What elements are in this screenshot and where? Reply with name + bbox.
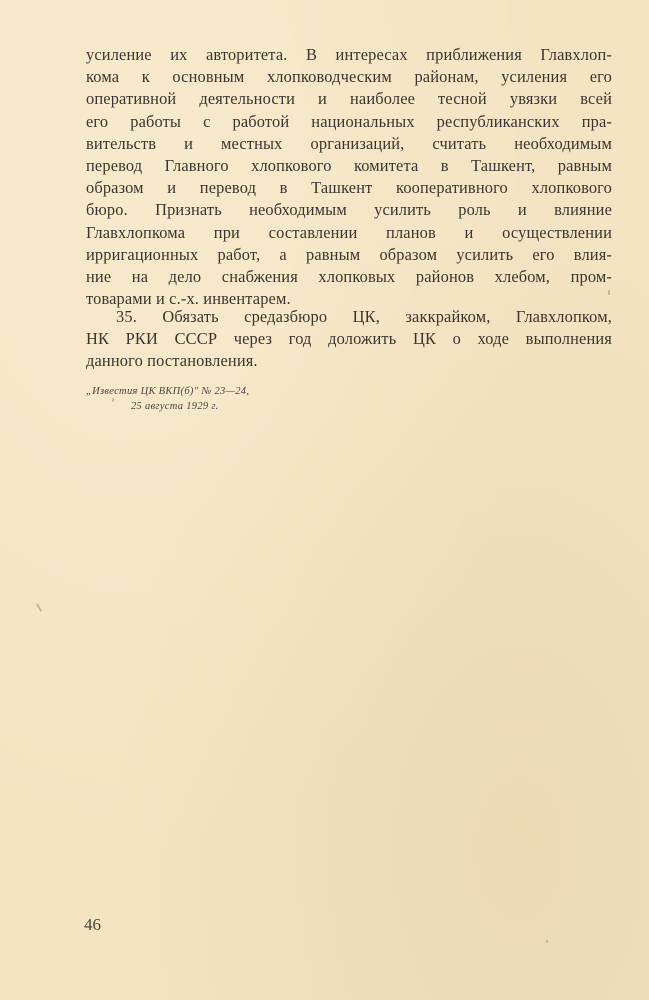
source-line: 25 августа 1929 г. — [131, 401, 219, 412]
paragraph-item-35 — [86, 306, 612, 373]
text-line: вительств и местных организаций, считать необходимым — [86, 133, 612, 153]
text-line: усиление их авторитета. В интересах приближения Главхлоп- — [86, 45, 612, 64]
text-line: перевод Главного хлопкового комитета в Ташкент, равным — [86, 155, 612, 175]
text-line: ние на дело снабжения хлопковых районов хлебом, пром- — [86, 266, 612, 286]
text-line: кома к основным хлопководческим районам, усиления его — [86, 67, 612, 87]
text-line: его работы с работой национальных республиканских пра- — [86, 111, 612, 131]
paper-speck — [546, 940, 548, 943]
source-line: „Известия ЦК ВКП(б)" № 23—24, — [86, 386, 250, 397]
paper-speck — [608, 290, 610, 295]
source-citation — [86, 384, 249, 414]
text-line: Главхлопкома при составлении планов и осуществлении — [86, 222, 612, 242]
text-line: ирригационных работ, а равным образом усилить его влия- — [86, 244, 612, 264]
text-line: 35. Обязать средазбюро ЦК, заккрайком, Главхлопком, — [116, 307, 612, 326]
text-line: бюро. Признать необходимым усилить роль и влияние — [86, 200, 612, 220]
text-line: оперативной деятельности и наиболее тесной увязки всей — [86, 89, 612, 109]
paper-speck — [112, 398, 114, 402]
text-line: товарами и с.-х. инвентарем. — [86, 289, 291, 309]
text-line: НК РКИ СССР через год доложить ЦК о ходе выполнения — [86, 329, 612, 349]
text-line: образом и перевод в Ташкент кооперативного хлопкового — [86, 178, 612, 198]
paragraph-cotton-committee — [86, 44, 612, 310]
paper-speck — [36, 603, 42, 612]
text-line: данного постановления. — [86, 351, 258, 371]
page-number: 46 — [84, 915, 101, 934]
